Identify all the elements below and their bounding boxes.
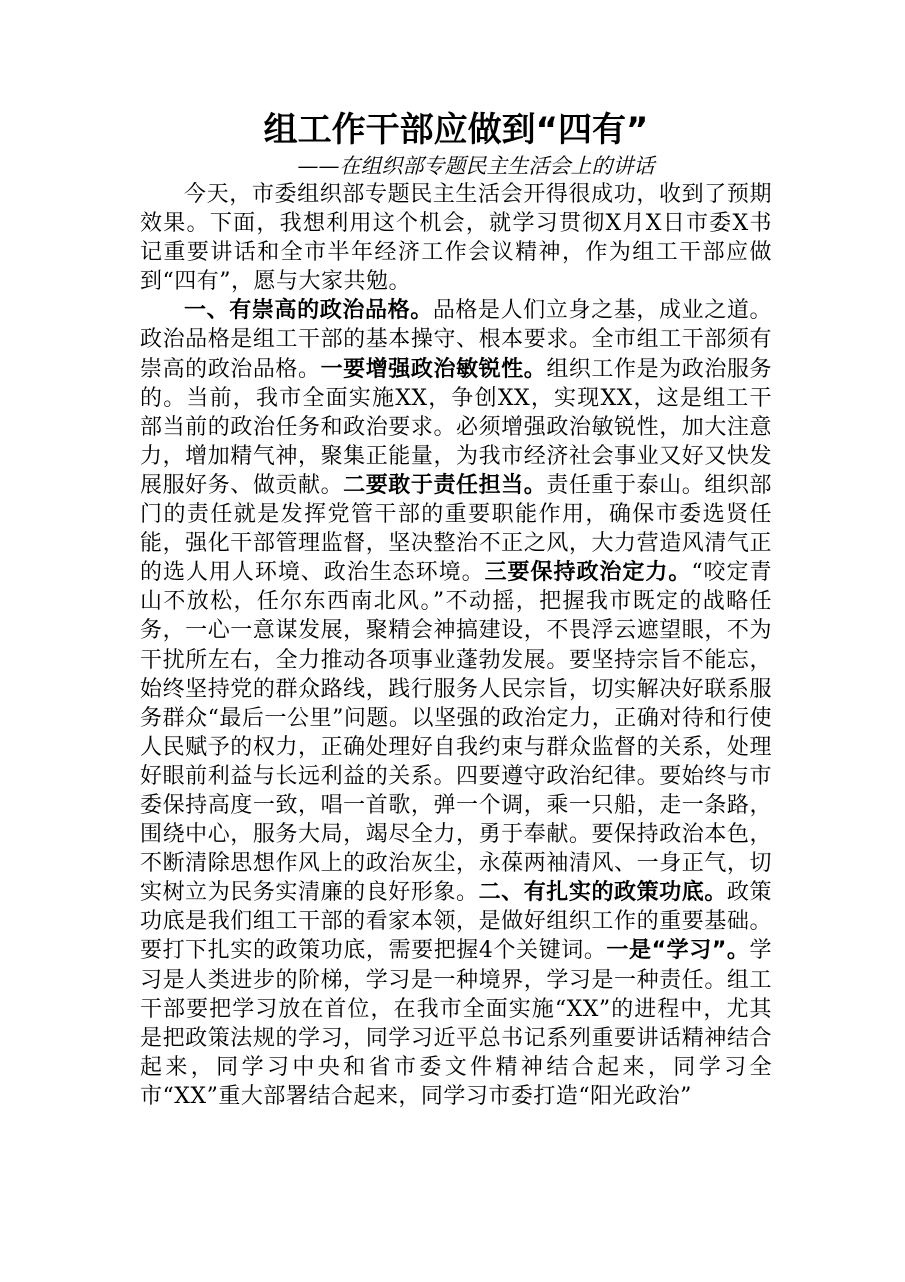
section2-text-1: 政策功底是我们组工干部的看家本领，是做好组织工作的重要基础。要打下扎实的政策功底，需要把握4个关键词。: [140, 880, 772, 964]
section1-text-4: “咬定青山不放松，任尔东西南北风。”不动摇，把握我市既定的战略任务，一心一意谋发展，聚精会神搞建设，不畏浮云遮望眼，不为干扰所左右，全力推动各项事业蓬勃发展。要坚持宗旨不能忘，始终坚持党的群众路线，践行服务人民宗旨，切实解决好联系服务群众“最后一公里”问题。以坚强的政治定力，正确对待和行使人民赋予的权力，正确处理好自我约束与群众监督的关系，处理好眼前利益与长远利益的关系。四要遵守政治纪律。要始终与市委保持高度一致，唱一首歌，弹一个调，乘一只船，走一条路，围绕中心，服务大局，竭尽全力，勇于奉献。要保持政治本色，不断清除思想作风上的政治灰尘，永葆两袖清风、一身正气，切实树立为民务实清廉的良好形象。: [140, 560, 772, 906]
section1-point-1: 一要增强政治敏锐性。: [320, 356, 547, 382]
section1-point-3: 三要保持政治定力。: [484, 560, 692, 586]
section1-heading: 一、有崇高的政治品格。: [184, 298, 433, 324]
section1-text-1: 品格是人们立身之基，成业之道。政治品格是组工干部的基本操守、根本要求。全市组工干部须有崇高的政治品格。: [140, 298, 772, 382]
document-page: [140, 108, 772, 1111]
section2-point-1: 一是“学习”。: [606, 938, 750, 964]
section2-heading: 二、有扎实的政策功底。: [478, 880, 727, 906]
section1-text-3: 责任重于泰山。组织部门的责任就是发挥党管干部的重要职能作用，确保市委选贤任能，强化干部管理监督，坚决整治不正之风，大力营造风清气正的选人用人环境、政治生态环境。: [140, 472, 772, 586]
intro-paragraph: 今天，市委组织部专题民主生活会开得很成功，收到了预期效果。下面，我想利用这个机会，就学习贯彻X月X日市委X书记重要讲话和全市半年经济工作会议精神，作为组工干部应做到“四有”，愿与大家共勉。: [140, 182, 772, 295]
body-paragraph: [140, 296, 772, 1111]
section1-point-2: 二要敢于责任担当。: [343, 472, 547, 498]
document-subtitle: ——在组织部专题民主生活会上的讲话: [297, 154, 655, 178]
section1-text-2: 组织工作是为政治服务的。当前，我市全面实施XX，争创XX，实现XX，这是组工干部当前的政治任务和政治要求。必须增强政治敏锐性，加大注意力，增加精气神，聚集正能量，为我市经济社会事业又好又快发展服好务、做贡献。: [140, 356, 772, 498]
document-title: 组工作干部应做到“四有”: [263, 110, 649, 150]
section2-text-2: 学习是人类进步的阶梯，学习是一种境界，学习是一种责任。组工干部要把学习放在首位，在我市全面实施“XX”的进程中，尤其是把政策法规的学习，同学习近平总书记系列重要讲话精神结合起来，同学习中央和省市委文件精神结合起来，同学习全市“XX”重大部署结合起来，同学习市委打造“阳光政治”: [140, 938, 772, 1109]
